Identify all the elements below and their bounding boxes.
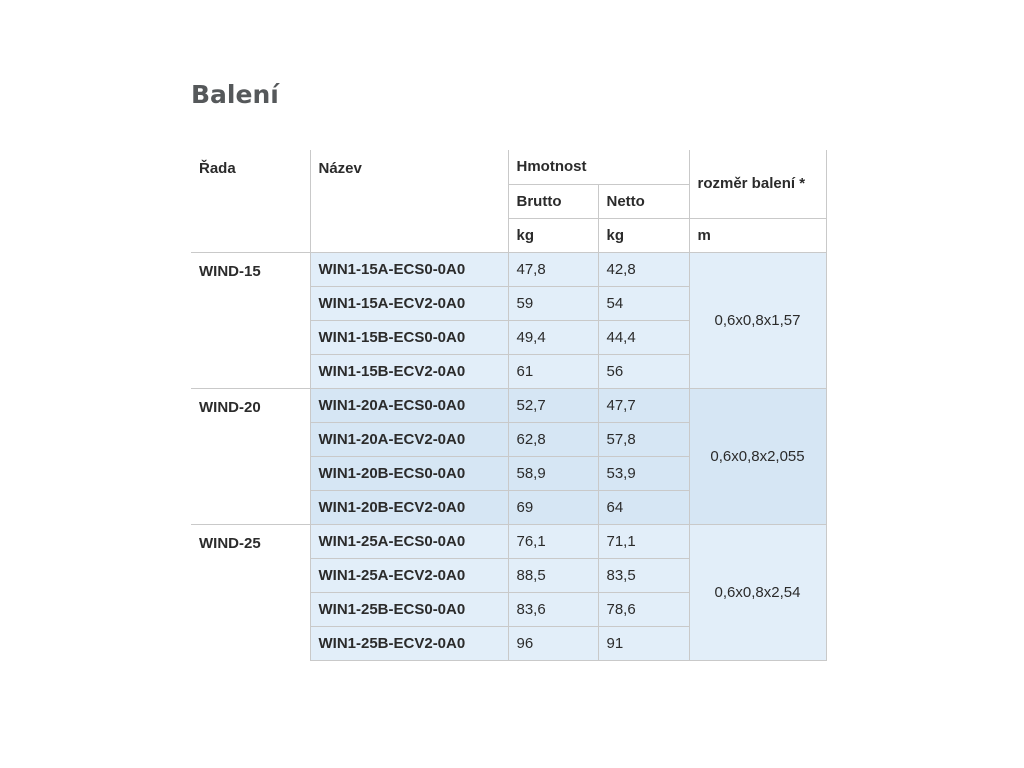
unit-brutto: kg bbox=[508, 218, 598, 252]
header-packaging: rozměr balení * bbox=[689, 150, 826, 218]
product-name-cell: WIN1-20A-ECV2-0A0 bbox=[310, 422, 508, 456]
brutto-cell: 62,8 bbox=[508, 422, 598, 456]
product-name-cell: WIN1-15B-ECS0-0A0 bbox=[310, 320, 508, 354]
netto-cell: 42,8 bbox=[598, 252, 689, 286]
packaging-dimension-cell: 0,6x0,8x1,57 bbox=[689, 252, 826, 388]
header-series: Řada bbox=[191, 150, 310, 252]
netto-cell: 53,9 bbox=[598, 456, 689, 490]
brutto-cell: 47,8 bbox=[508, 252, 598, 286]
header-name: Název bbox=[310, 150, 508, 252]
series-cell: WIND-15 bbox=[191, 252, 310, 388]
header-netto: Netto bbox=[598, 184, 689, 218]
product-name-cell: WIN1-25A-ECV2-0A0 bbox=[310, 558, 508, 592]
netto-cell: 91 bbox=[598, 626, 689, 660]
table-row bbox=[191, 524, 826, 558]
series-cell: WIND-25 bbox=[191, 524, 310, 660]
brutto-cell: 59 bbox=[508, 286, 598, 320]
brutto-cell: 76,1 bbox=[508, 524, 598, 558]
netto-cell: 71,1 bbox=[598, 524, 689, 558]
brutto-cell: 83,6 bbox=[508, 592, 598, 626]
product-name-cell: WIN1-25B-ECV2-0A0 bbox=[310, 626, 508, 660]
series-cell: WIND-20 bbox=[191, 388, 310, 524]
product-name-cell: WIN1-25A-ECS0-0A0 bbox=[310, 524, 508, 558]
product-name-cell: WIN1-20B-ECV2-0A0 bbox=[310, 490, 508, 524]
product-name-cell: WIN1-20A-ECS0-0A0 bbox=[310, 388, 508, 422]
brutto-cell: 88,5 bbox=[508, 558, 598, 592]
unit-packaging: m bbox=[689, 218, 826, 252]
netto-cell: 78,6 bbox=[598, 592, 689, 626]
product-name-cell: WIN1-20B-ECS0-0A0 bbox=[310, 456, 508, 490]
product-name-cell: WIN1-25B-ECS0-0A0 bbox=[310, 592, 508, 626]
brutto-cell: 49,4 bbox=[508, 320, 598, 354]
netto-cell: 83,5 bbox=[598, 558, 689, 592]
packaging-dimension-cell: 0,6x0,8x2,54 bbox=[689, 524, 826, 660]
brutto-cell: 61 bbox=[508, 354, 598, 388]
product-name-cell: WIN1-15A-ECS0-0A0 bbox=[310, 252, 508, 286]
netto-cell: 54 bbox=[598, 286, 689, 320]
netto-cell: 47,7 bbox=[598, 388, 689, 422]
brutto-cell: 69 bbox=[508, 490, 598, 524]
netto-cell: 64 bbox=[598, 490, 689, 524]
brutto-cell: 96 bbox=[508, 626, 598, 660]
table-row bbox=[191, 252, 826, 286]
brutto-cell: 52,7 bbox=[508, 388, 598, 422]
netto-cell: 56 bbox=[598, 354, 689, 388]
unit-netto: kg bbox=[598, 218, 689, 252]
product-name-cell: WIN1-15B-ECV2-0A0 bbox=[310, 354, 508, 388]
table-row bbox=[191, 388, 826, 422]
netto-cell: 44,4 bbox=[598, 320, 689, 354]
packaging-table bbox=[191, 150, 827, 661]
header-brutto: Brutto bbox=[508, 184, 598, 218]
netto-cell: 57,8 bbox=[598, 422, 689, 456]
product-name-cell: WIN1-15A-ECV2-0A0 bbox=[310, 286, 508, 320]
page-title: Balení bbox=[191, 80, 279, 109]
header-row-1 bbox=[191, 150, 826, 184]
brutto-cell: 58,9 bbox=[508, 456, 598, 490]
packaging-dimension-cell: 0,6x0,8x2,055 bbox=[689, 388, 826, 524]
header-weight: Hmotnost bbox=[508, 150, 689, 184]
